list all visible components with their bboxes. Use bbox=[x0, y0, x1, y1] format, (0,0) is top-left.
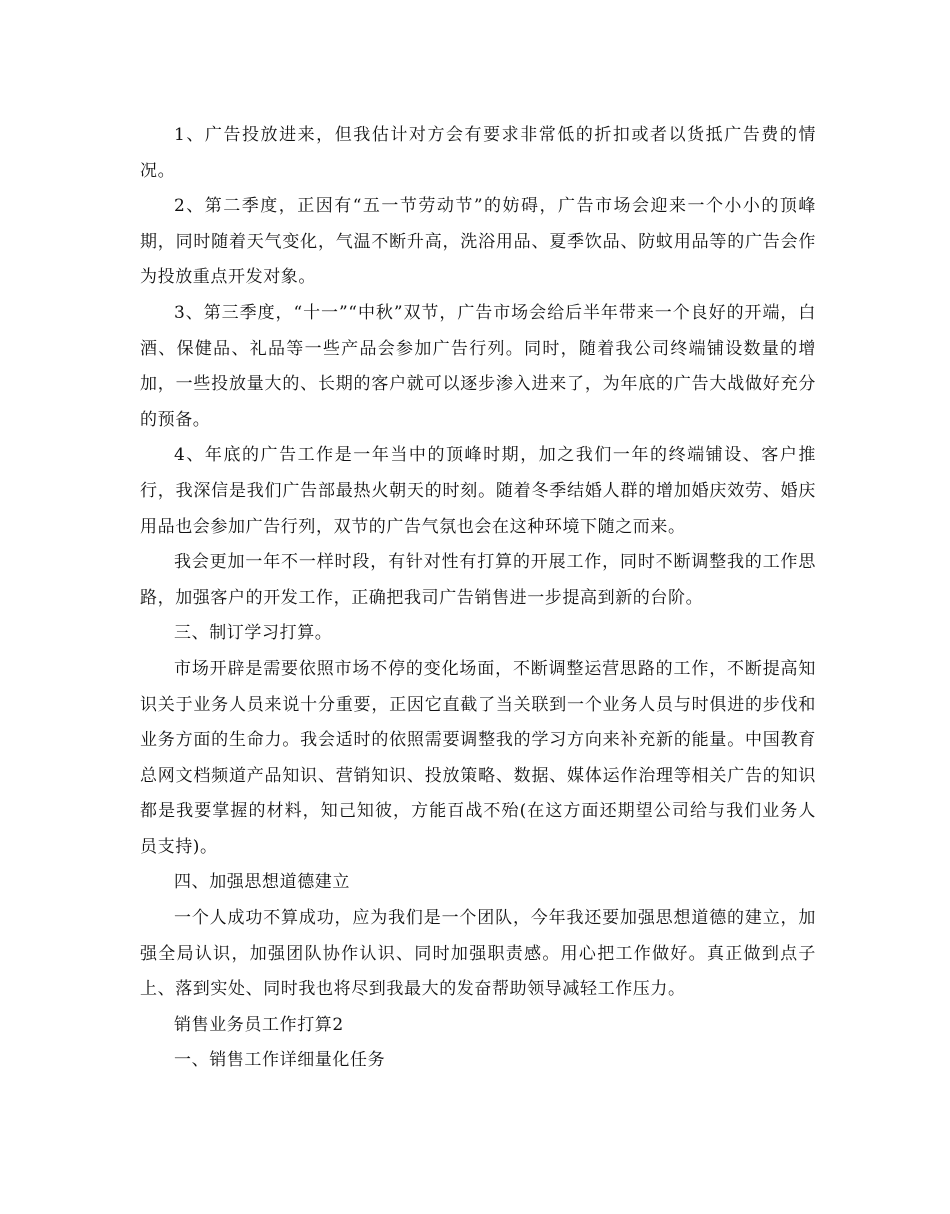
paragraph-q1-ads: 1、广告投放进来，但我估计对方会有要求非常低的折扣或者以货抵广告费的情况。 bbox=[140, 125, 816, 181]
paragraph-moral-building: 一个人成功不算成功，应为我们是一个团队，今年我还要加强思想道德的建立，加强全局认识，加强团队协作认识、同时加强职责感。用心把工作做好。真正做到点子上、落到实处、同时我也将尽到我最大的发奋帮助领导减轻工作压力。 bbox=[140, 908, 816, 1000]
paragraph-q2-ads: 2、第二季度，正因有“五一节劳动节”的妨碍，广告市场会迎来一个小小的顶峰期，同时随着天气变化，气温不断升高，洗浴用品、夏季饮品、防蚊用品等的广告会作为投放重点开发对象。 bbox=[140, 196, 816, 288]
paragraph-q4-ads: 4、年底的广告工作是一年当中的顶峰时期，加之我们一年的终端铺设、客户推行，我深信是我们广告部最热火朝天的时刻。随着冬季结婚人群的增加婚庆效劳、婚庆用品也会参加广告行列，双节的广告气氛也会在这种环境下随之而来。 bbox=[140, 445, 816, 537]
heading-moral-building: 四、加强思想道德建立 bbox=[174, 872, 350, 893]
paragraph-work-plan: 我会更加一年不一样时段，有针对性有打算的开展工作，同时不断调整我的工作思路，加强客户的开发工作，正确把我司广告销售进一步提高到新的台阶。 bbox=[140, 552, 816, 608]
document-body bbox=[140, 118, 816, 1079]
heading-sales-plan-2: 销售业务员工作打算2 bbox=[174, 1014, 344, 1035]
paragraph-q3-ads: 3、第三季度，“十一”“中秋”双节，广告市场会给后半年带来一个良好的开端，白酒、保健品、礼品等一些产品会参加广告行列。同时，随着我公司终端铺设数量的增加，一些投放量大的、长期的客户就可以逐步渗入进来了，为年底的广告大战做好充分的预备。 bbox=[140, 302, 816, 430]
heading-sales-tasks: 一、销售工作详细量化任务 bbox=[174, 1050, 386, 1071]
paragraph-study-plan: 市场开辟是需要依照市场不停的变化场面，不断调整运营思路的工作，不断提高知识关于业务人员来说十分重要，正因它直截了当关联到一个业务人员与时俱进的步伐和业务方面的生命力。我会适时的依照需要调整我的学习方向来补充新的能量。中国教育总网文档频道产品知识、营销知识、投放策略、数据、媒体运作治理等相关广告的知识都是我要掌握的材料，知己知彼，方能百战不殆(在这方面还期望公司给与我们业务人员支持)。 bbox=[140, 658, 816, 857]
heading-study-plan: 三、制订学习打算。 bbox=[174, 623, 333, 644]
